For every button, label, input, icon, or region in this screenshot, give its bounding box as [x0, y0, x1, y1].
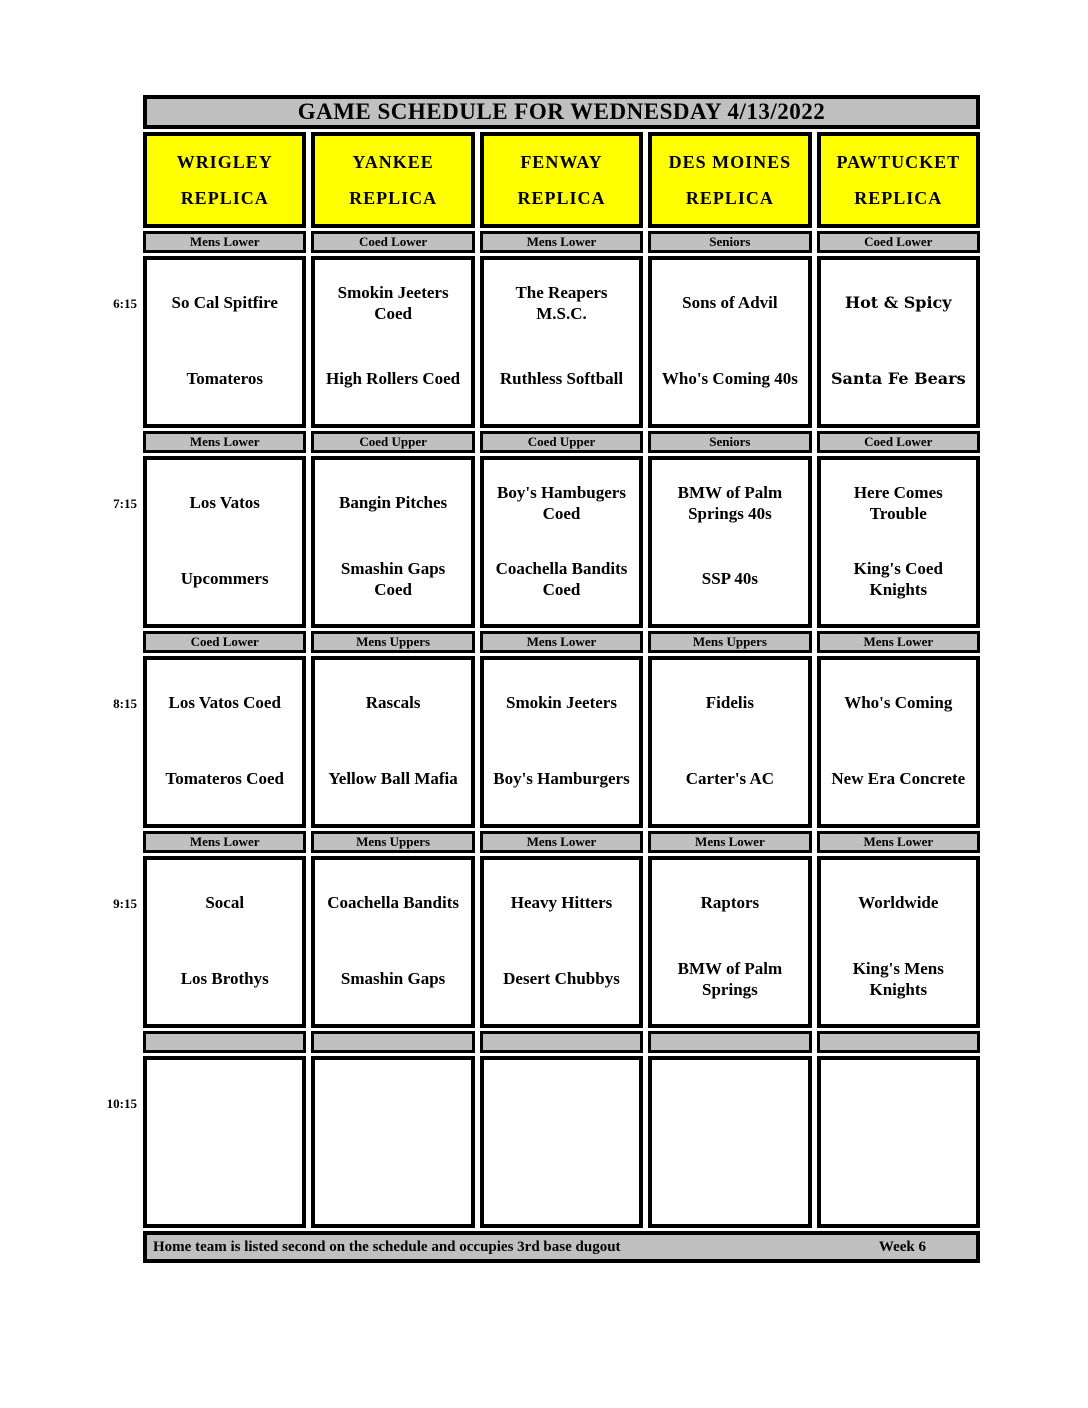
- home-team: [490, 1150, 633, 1208]
- game-cell: [480, 456, 643, 628]
- footer-note: Home team is listed second on the schedule and occupies 3rd base dugout: [153, 1238, 621, 1255]
- division-label: Mens Lower: [817, 631, 980, 653]
- home-team: Coachella Bandits Coed: [495, 558, 628, 599]
- away-team: The Reapers M.S.C.: [515, 282, 608, 323]
- schedule-board: [143, 95, 980, 1263]
- away-team: [153, 1074, 296, 1132]
- division-label: Mens Uppers: [311, 831, 474, 853]
- field-sub: REPLICA: [854, 187, 943, 208]
- game-row-615: [143, 256, 980, 428]
- division-label: Coed Upper: [311, 431, 474, 453]
- game-cell: [143, 656, 306, 828]
- home-team: [827, 1150, 970, 1208]
- away-team: BMW of Palm Springs 40s: [677, 482, 783, 523]
- home-team: [153, 1150, 296, 1208]
- home-team: New Era Concrete: [831, 769, 966, 789]
- home-team: King's Coed Knights: [853, 558, 943, 599]
- field-header-fenway: [480, 132, 643, 228]
- home-team: Desert Chubbys: [503, 969, 620, 989]
- division-label: Mens Lower: [143, 831, 306, 853]
- division-label: Mens Lower: [648, 831, 811, 853]
- division-row-1015: [143, 1031, 980, 1053]
- game-cell: [648, 256, 811, 428]
- division-label: Coed Lower: [817, 231, 980, 253]
- game-cell: [480, 856, 643, 1028]
- home-team: King's Mens Knights: [852, 958, 944, 999]
- home-team: Smashin Gaps: [340, 969, 446, 989]
- home-team: Carter's AC: [685, 769, 775, 789]
- division-label: Mens Lower: [143, 431, 306, 453]
- home-team: Ruthless Softball: [499, 369, 624, 389]
- home-team: Tomateros Coed: [165, 769, 284, 789]
- away-team: Boy's Hambugers Coed: [497, 482, 626, 523]
- game-row-715: [143, 456, 980, 628]
- division-label: Seniors: [648, 431, 811, 453]
- away-team: So Cal Spitfire: [171, 293, 278, 313]
- away-team: [490, 1074, 633, 1132]
- game-row-1015: [143, 1056, 980, 1228]
- week-label: Week 6: [878, 1238, 926, 1255]
- division-row-715: [143, 431, 980, 453]
- game-cell: [648, 1056, 811, 1228]
- away-team: Smokin Jeeters Coed: [337, 282, 449, 323]
- away-team: Bangin Pitches: [339, 493, 448, 513]
- field-sub: REPLICA: [180, 187, 269, 208]
- division-label: Mens Lower: [480, 831, 643, 853]
- field-header-yankee: [311, 132, 474, 228]
- division-row-915: [143, 831, 980, 853]
- home-team: BMW of Palm Springs: [677, 958, 783, 999]
- division-label: Coed Lower: [311, 231, 474, 253]
- time-label: 10:15: [106, 1096, 137, 1111]
- division-label: Mens Lower: [143, 231, 306, 253]
- game-cell: [817, 1056, 980, 1228]
- division-label: Mens Lower: [480, 631, 643, 653]
- home-team: High Rollers Coed: [326, 369, 461, 389]
- away-team: Smokin Jeeters: [506, 693, 617, 713]
- away-team: Who's Coming: [844, 693, 953, 713]
- home-team: SSP 40s: [701, 569, 758, 589]
- time-label: 6:15: [113, 296, 137, 311]
- home-team: [321, 1150, 464, 1208]
- game-cell: [817, 256, 980, 428]
- division-label: [480, 1031, 643, 1053]
- time-label: 8:15: [113, 696, 137, 711]
- game-cell: [311, 256, 474, 428]
- game-cell: [817, 656, 980, 828]
- game-cell: [311, 856, 474, 1028]
- away-team: Heavy Hitters: [510, 893, 613, 913]
- away-team: Socal: [205, 893, 245, 913]
- game-cell: [817, 456, 980, 628]
- division-row-615: [143, 231, 980, 253]
- field-name: FENWAY: [520, 151, 603, 172]
- field-name: WRIGLEY: [176, 151, 273, 172]
- field-sub: REPLICA: [517, 187, 606, 208]
- game-cell: [480, 656, 643, 828]
- footer-bar: [143, 1231, 980, 1263]
- home-team: Tomateros: [186, 369, 263, 389]
- home-team: [658, 1150, 801, 1208]
- home-team: Who's Coming 40s: [661, 369, 798, 389]
- division-label: Seniors: [648, 231, 811, 253]
- field-header-pawtucket: [817, 132, 980, 228]
- game-cell: [648, 656, 811, 828]
- division-label: Coed Lower: [143, 631, 306, 653]
- away-team: Fidelis: [705, 693, 754, 713]
- division-label: [311, 1031, 474, 1053]
- game-cell: [143, 456, 306, 628]
- game-cell: [648, 856, 811, 1028]
- division-label: Coed Upper: [480, 431, 643, 453]
- away-team: Sons of Advil: [682, 293, 778, 313]
- home-team: Upcommers: [180, 569, 269, 589]
- game-row-815: [143, 656, 980, 828]
- away-team: Here Comes Trouble: [853, 482, 943, 523]
- game-cell: [311, 456, 474, 628]
- game-cell: [311, 656, 474, 828]
- game-cell: [143, 256, 306, 428]
- home-team: Boy's Hamburgers: [493, 769, 630, 789]
- division-label: Mens Uppers: [648, 631, 811, 653]
- division-label: Mens Uppers: [311, 631, 474, 653]
- field-name: PAWTUCKET: [836, 151, 961, 172]
- away-team: Rascals: [365, 693, 421, 713]
- field-header-des-moines: [648, 132, 811, 228]
- game-cell: [143, 1056, 306, 1228]
- away-team: Los Vatos: [189, 493, 260, 513]
- away-team: Worldwide: [858, 893, 939, 913]
- time-label: 7:15: [113, 496, 137, 511]
- game-cell: [817, 856, 980, 1028]
- division-label: Coed Lower: [817, 431, 980, 453]
- division-label: Mens Lower: [480, 231, 643, 253]
- game-cell: [480, 1056, 643, 1228]
- division-row-815: [143, 631, 980, 653]
- field-header-row: [143, 132, 980, 228]
- field-sub: REPLICA: [349, 187, 438, 208]
- home-team: Santa Fe Bears: [830, 369, 966, 388]
- away-team: [321, 1074, 464, 1132]
- field-name: DES MOINES: [668, 151, 792, 172]
- away-team: Hot & Spicy: [844, 293, 952, 312]
- division-label: [648, 1031, 811, 1053]
- game-cell: [143, 856, 306, 1028]
- game-cell: [648, 456, 811, 628]
- game-row-915: [143, 856, 980, 1028]
- away-team: Los Vatos Coed: [168, 693, 281, 713]
- home-team: Smashin Gaps Coed: [340, 558, 446, 599]
- division-label: [817, 1031, 980, 1053]
- division-label: Mens Lower: [817, 831, 980, 853]
- division-label: [143, 1031, 306, 1053]
- away-team: [827, 1074, 970, 1132]
- away-team: Raptors: [700, 893, 760, 913]
- away-team: Coachella Bandits: [327, 893, 459, 913]
- home-team: Los Brothys: [180, 969, 269, 989]
- home-team: Yellow Ball Mafia: [328, 769, 458, 789]
- field-name: YANKEE: [352, 151, 434, 172]
- game-cell: [480, 256, 643, 428]
- schedule-title: GAME SCHEDULE FOR WEDNESDAY 4/13/2022: [143, 95, 980, 129]
- time-label: 9:15: [113, 896, 137, 911]
- away-team: [658, 1074, 801, 1132]
- game-cell: [311, 1056, 474, 1228]
- field-sub: REPLICA: [685, 187, 774, 208]
- field-header-wrigley: [143, 132, 306, 228]
